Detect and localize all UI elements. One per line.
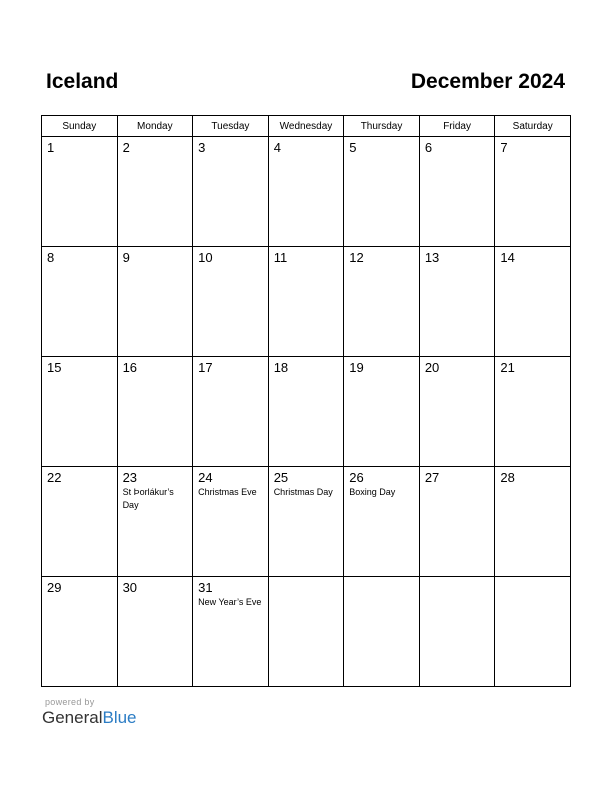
day-cell xyxy=(268,137,344,247)
day-cell xyxy=(42,577,118,687)
day-number: 14 xyxy=(500,250,515,265)
day-number: 30 xyxy=(122,580,138,595)
day-cell xyxy=(495,357,571,467)
day-cell xyxy=(344,357,420,467)
day-cell-empty xyxy=(268,577,344,687)
day-number: 20 xyxy=(424,360,440,375)
week-row xyxy=(42,247,571,357)
week-row xyxy=(42,577,571,687)
day-cell xyxy=(193,357,269,467)
day-number: 27 xyxy=(424,470,440,485)
day-cell xyxy=(117,357,193,467)
week-row xyxy=(42,357,571,467)
brand-general: General xyxy=(42,708,103,727)
weekday-monday: Monday xyxy=(117,116,193,137)
day-cell xyxy=(42,467,118,577)
day-number: 31 xyxy=(198,580,213,595)
day-number: 13 xyxy=(424,250,440,265)
day-number: 18 xyxy=(273,360,289,375)
day-cell xyxy=(42,357,118,467)
day-number: 29 xyxy=(47,580,62,595)
day-cell xyxy=(344,247,420,357)
day-cell xyxy=(193,467,269,577)
day-number: 21 xyxy=(500,360,515,375)
holiday-label: New Year’s Eve xyxy=(198,597,262,607)
day-number: 15 xyxy=(47,360,62,375)
day-cell xyxy=(419,137,495,247)
day-cell xyxy=(193,247,269,357)
day-cell xyxy=(419,247,495,357)
day-cell xyxy=(344,467,420,577)
weekday-thursday: Thursday xyxy=(344,116,420,137)
calendar-grid xyxy=(41,115,571,687)
day-cell xyxy=(268,247,344,357)
day-cell xyxy=(268,357,344,467)
generalblue-logo[interactable] xyxy=(42,708,137,728)
holiday-label: Boxing Day xyxy=(349,487,396,497)
day-cell-empty xyxy=(419,577,495,687)
holiday-label: Christmas Day xyxy=(273,487,333,497)
day-cell xyxy=(193,577,269,687)
day-number: 1 xyxy=(47,140,55,155)
country-title: Iceland xyxy=(46,70,119,93)
day-cell xyxy=(117,247,193,357)
day-cell xyxy=(42,137,118,247)
day-number: 6 xyxy=(424,140,433,155)
day-number: 9 xyxy=(122,250,130,265)
day-number: 8 xyxy=(47,250,55,265)
day-cell xyxy=(495,137,571,247)
day-number: 28 xyxy=(500,470,515,485)
day-number: 7 xyxy=(500,140,508,155)
day-number: 17 xyxy=(198,360,213,375)
weekday-sunday: Sunday xyxy=(42,116,118,137)
day-number: 23 xyxy=(122,470,138,485)
week-row xyxy=(42,467,571,577)
day-cell xyxy=(344,137,420,247)
day-cell xyxy=(268,467,344,577)
day-cell-empty xyxy=(344,577,420,687)
day-cell xyxy=(495,247,571,357)
day-number: 3 xyxy=(198,140,206,155)
day-cell xyxy=(193,137,269,247)
day-number: 2 xyxy=(122,140,130,155)
weekday-header-row xyxy=(42,116,571,137)
day-cell xyxy=(495,467,571,577)
day-cell xyxy=(117,467,193,577)
day-number: 5 xyxy=(349,140,357,155)
weekday-friday: Friday xyxy=(419,116,495,137)
day-cell xyxy=(42,247,118,357)
day-cell xyxy=(117,577,193,687)
day-cell-empty xyxy=(495,577,571,687)
day-number: 12 xyxy=(349,250,364,265)
weekday-wednesday: Wednesday xyxy=(268,116,344,137)
day-number: 16 xyxy=(122,360,138,375)
day-number: 4 xyxy=(273,140,281,155)
week-row xyxy=(42,137,571,247)
holiday-label: Christmas Eve xyxy=(198,487,257,497)
day-number: 22 xyxy=(47,470,62,485)
day-number: 26 xyxy=(349,470,364,485)
day-number: 24 xyxy=(198,470,213,485)
weekday-saturday: Saturday xyxy=(495,116,571,137)
day-number: 19 xyxy=(349,360,364,375)
brand-blue: Blue xyxy=(102,708,137,727)
day-number: 25 xyxy=(273,470,289,485)
day-cell xyxy=(419,357,495,467)
day-cell xyxy=(419,467,495,577)
weekday-tuesday: Tuesday xyxy=(193,116,269,137)
holiday-label: St Þorlákur’s Day xyxy=(122,487,174,510)
day-number: 11 xyxy=(273,250,288,265)
day-number: 10 xyxy=(198,250,213,265)
powered-by-text: powered by xyxy=(45,697,95,707)
day-cell xyxy=(117,137,193,247)
month-title: December 2024 xyxy=(410,70,565,93)
